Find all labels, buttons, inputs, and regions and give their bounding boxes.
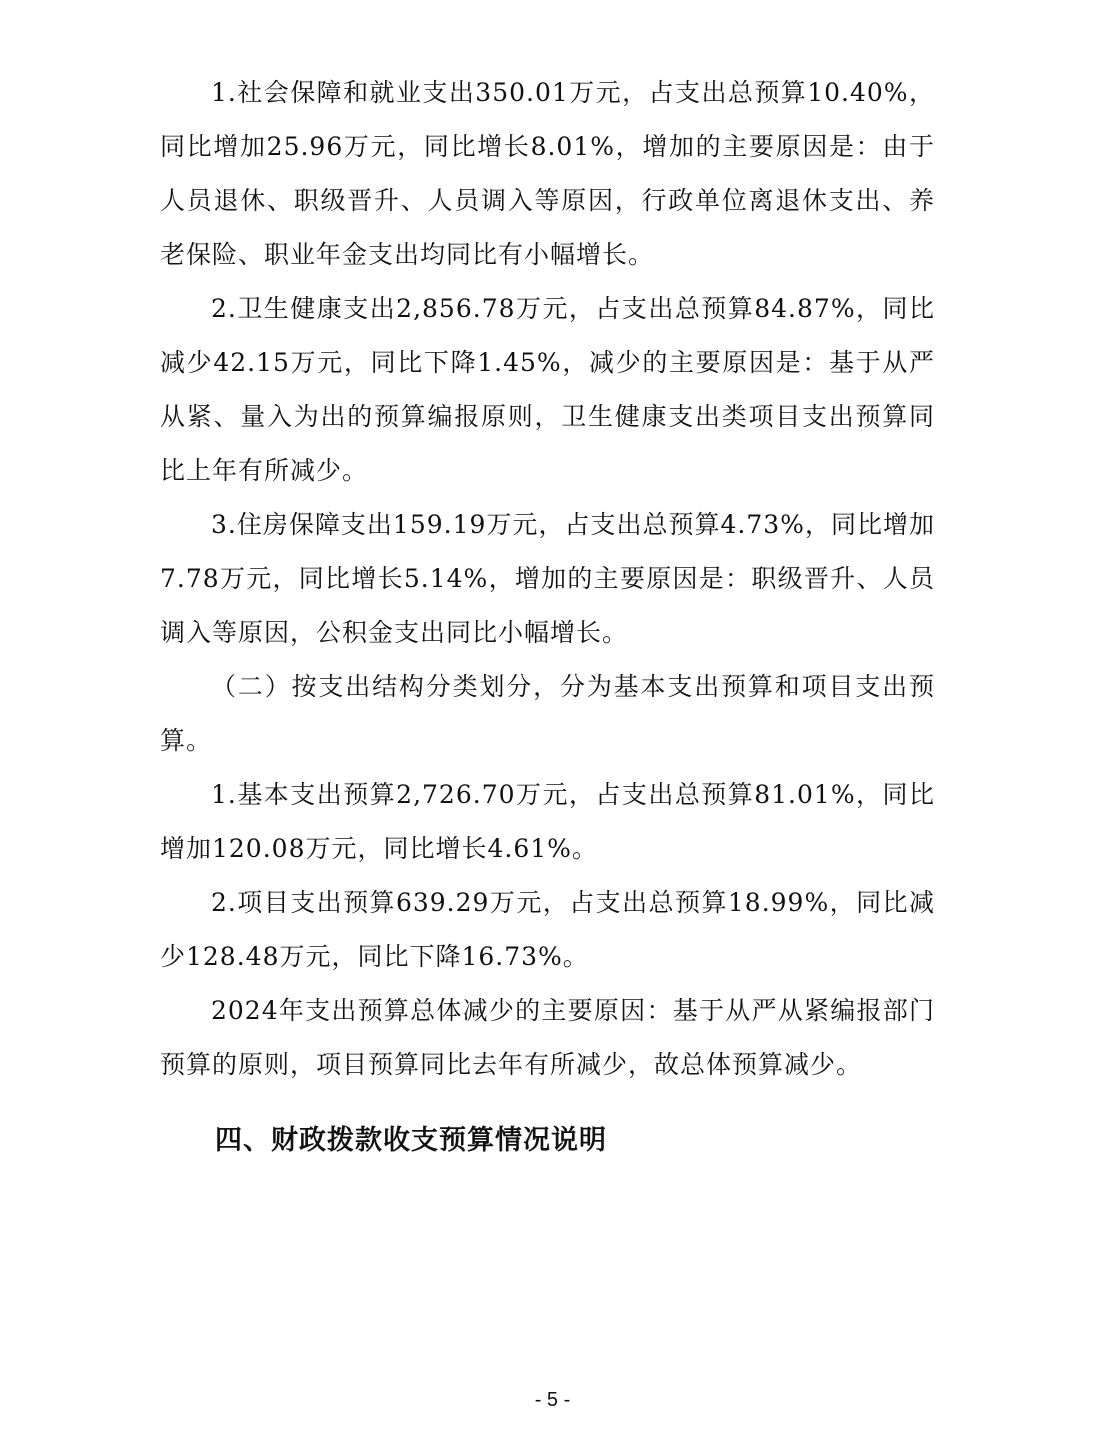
paragraph-overall-decrease-reason: 2024年支出预算总体减少的主要原因：基于从严从紧编报部门预算的原则，项目预算同比去年有所减少，故总体预算减少。 <box>160 996 935 1079</box>
paragraph-expenditure-structure: （二）按支出结构分类划分，分为基本支出预算和项目支出预算。 <box>160 672 935 755</box>
paragraph-social-security-expenditure: 1.社会保障和就业支出350.01万元，占支出总预算10.40%，同比增加25.96万元，同比增长8.01%，增加的主要原因是：由于人员退休、职级晋升、人员调入等原因，行政单位离退休支出、养老保险、职业年金支出均同比有小幅增长。 <box>160 78 935 269</box>
paragraph-project-expenditure: 2.项目支出预算639.29万元，占支出总预算18.99%，同比减少128.48万元，同比下降16.73%。 <box>160 888 935 971</box>
body-text <box>160 66 935 1092</box>
section-heading: 四、财政拨款收支预算情况说明 <box>215 1125 607 1156</box>
page-number: - 5 - <box>534 1389 571 1411</box>
paragraph-housing-expenditure: 3.住房保障支出159.19万元，占支出总预算4.73%，同比增加7.78万元，同比增长5.14%，增加的主要原因是：职级晋升、人员调入等原因，公积金支出同比小幅增长。 <box>160 510 935 647</box>
paragraph-basic-expenditure: 1.基本支出预算2,726.70万元，占支出总预算81.01%，同比增加120.08万元，同比增长4.61%。 <box>160 780 935 863</box>
paragraph-health-expenditure: 2.卫生健康支出2,856.78万元，占支出总预算84.87%，同比减少42.15万元，同比下降1.45%，减少的主要原因是：基于从严从紧、量入为出的预算编报原则，卫生健康支出类项目支出预算同比上年有所减少。 <box>160 294 935 485</box>
